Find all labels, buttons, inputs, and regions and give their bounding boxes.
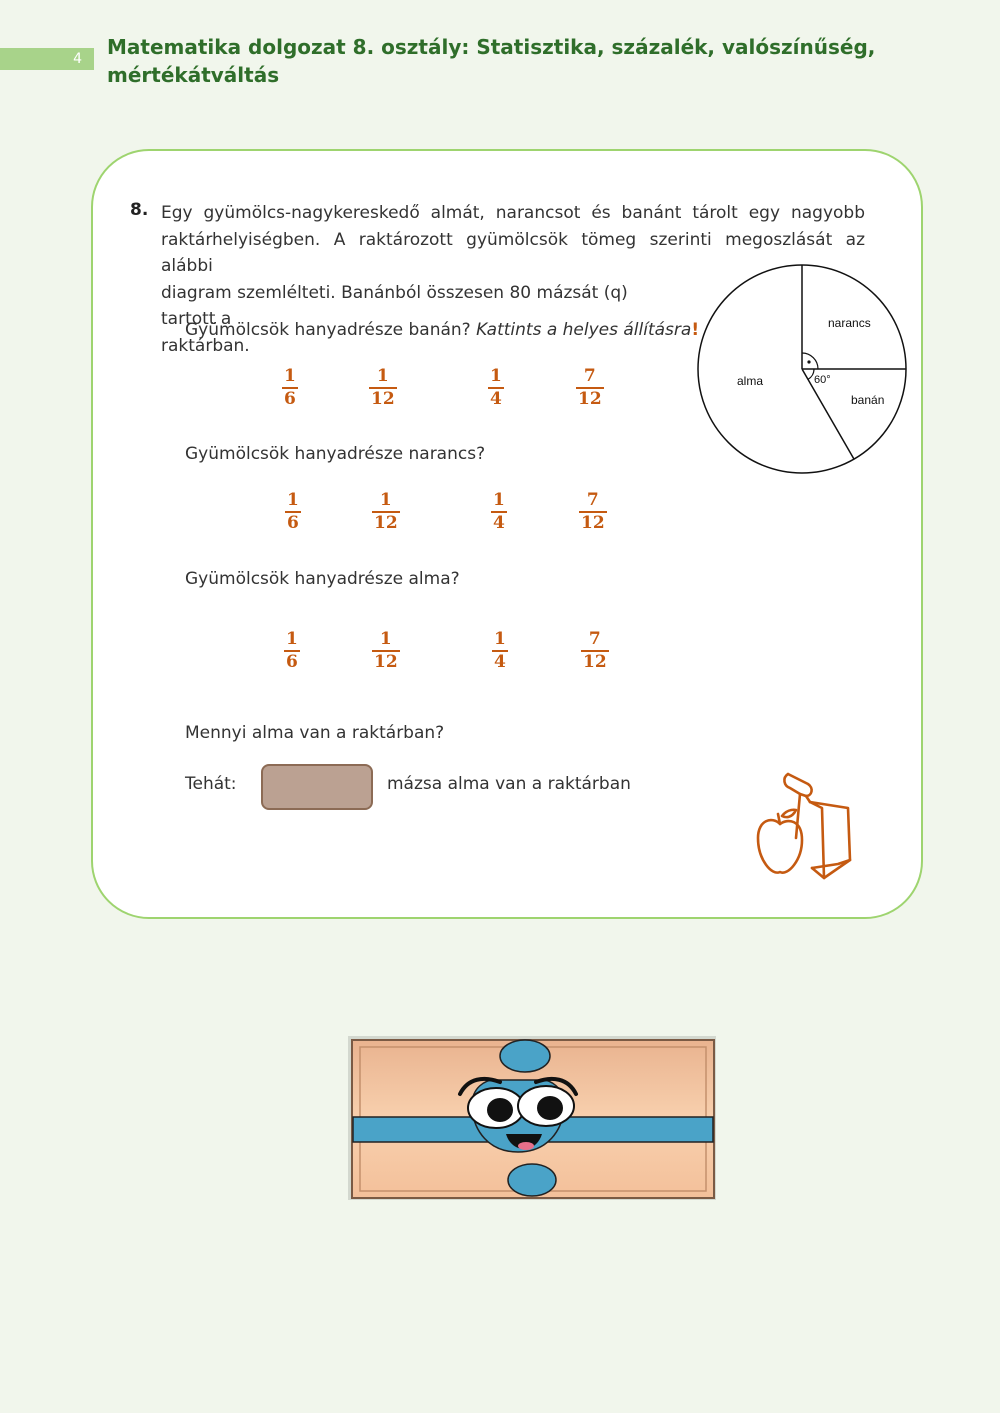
fraction-numerator: 1 — [493, 490, 505, 510]
slice-label-alma: alma — [737, 374, 764, 388]
robot-face-graphic[interactable] — [340, 1030, 720, 1202]
option-alma-1-6[interactable] — [284, 630, 300, 672]
pie-chart — [692, 262, 912, 478]
fraction-denominator: 12 — [581, 513, 605, 533]
robot-tongue — [518, 1142, 534, 1150]
intro-line-1: Egy gyümölcs-nagykereskedő almát, narancsot és banánt tárolt egy nagyobb — [161, 203, 865, 223]
question-banan-hint: Kattints a helyes állításra — [476, 320, 692, 340]
slice-label-narancs: narancs — [828, 316, 871, 330]
fraction-denominator: 4 — [494, 652, 506, 672]
fraction-denominator: 12 — [374, 513, 398, 533]
option-banan-1-4[interactable] — [488, 367, 504, 409]
option-narancs-1-4[interactable] — [491, 491, 507, 533]
fraction-denominator: 4 — [490, 389, 502, 409]
right-angle-dot — [807, 360, 810, 363]
robot-bottom-node — [508, 1164, 556, 1196]
answer-prefix: Tehát: — [185, 774, 237, 794]
robot-top-node — [500, 1040, 550, 1072]
fraction-numerator: 1 — [379, 629, 392, 649]
question-banan-mark: ! — [691, 320, 700, 340]
fraction-denominator: 6 — [284, 389, 296, 409]
fraction-numerator: 1 — [284, 366, 296, 386]
fraction-denominator: 12 — [374, 652, 398, 672]
fraction-numerator: 1 — [490, 366, 502, 386]
option-banan-7-12[interactable] — [576, 367, 604, 409]
robot-right-pupil — [537, 1096, 563, 1120]
fraction-denominator: 4 — [493, 513, 505, 533]
question-alma-mennyiseg: Mennyi alma van a raktárban? — [185, 723, 445, 743]
fraction-denominator: 6 — [287, 513, 299, 533]
question-banan — [185, 320, 699, 340]
slice-label-banan: banán — [851, 393, 885, 407]
option-alma-7-12[interactable] — [581, 630, 609, 672]
option-alma-1-12[interactable] — [372, 630, 400, 672]
fraction-numerator: 7 — [588, 629, 601, 649]
fraction-denominator: 12 — [371, 389, 395, 409]
angle-label: 60° — [814, 374, 831, 386]
question-banan-text: Gyümölcsök hanyadrésze banán? — [185, 320, 477, 340]
option-narancs-1-12[interactable] — [372, 491, 400, 533]
fraction-denominator: 6 — [286, 652, 298, 672]
question-narancs: Gyümölcsök hanyadrésze narancs? — [185, 444, 486, 464]
fraction-denominator: 12 — [583, 652, 607, 672]
apple-bag-icon — [752, 768, 856, 884]
option-banan-1-12[interactable] — [369, 367, 397, 409]
fraction-numerator: 1 — [286, 629, 298, 649]
option-alma-1-4[interactable] — [492, 630, 508, 672]
task-number: 8. — [130, 200, 149, 220]
fraction-denominator: 12 — [578, 389, 602, 409]
fraction-numerator: 7 — [586, 490, 599, 510]
question-alma: Gyümölcsök hanyadrésze alma? — [185, 569, 460, 589]
option-narancs-7-12[interactable] — [579, 491, 607, 533]
option-banan-1-6[interactable] — [282, 367, 298, 409]
robot-left-pupil — [487, 1098, 513, 1122]
page-title — [107, 33, 927, 89]
intro-line-4: raktárban. — [161, 335, 250, 356]
answer-suffix: mázsa alma van a raktárban — [387, 774, 631, 794]
fraction-numerator: 1 — [494, 629, 506, 649]
fraction-numerator: 1 — [379, 490, 392, 510]
page-number: 4 — [0, 48, 94, 70]
intro-line-2: raktárhelyiségben. A raktározott gyümölcsök tömeg szerinti megoszlását az alábbi — [161, 229, 865, 276]
intro-line-3: diagram szemlélteti. Banánból összesen 80 mázsát (q) tartott a — [161, 282, 628, 329]
answer-input[interactable] — [261, 764, 373, 810]
fraction-numerator: 7 — [583, 366, 596, 386]
title-line-1: Matematika dolgozat 8. osztály: Statisztika, százalék, valószínűség, — [107, 35, 876, 59]
fraction-numerator: 1 — [376, 366, 389, 386]
option-narancs-1-6[interactable] — [285, 491, 301, 533]
fraction-numerator: 1 — [287, 490, 299, 510]
title-line-2: mértékátváltás — [107, 63, 280, 87]
